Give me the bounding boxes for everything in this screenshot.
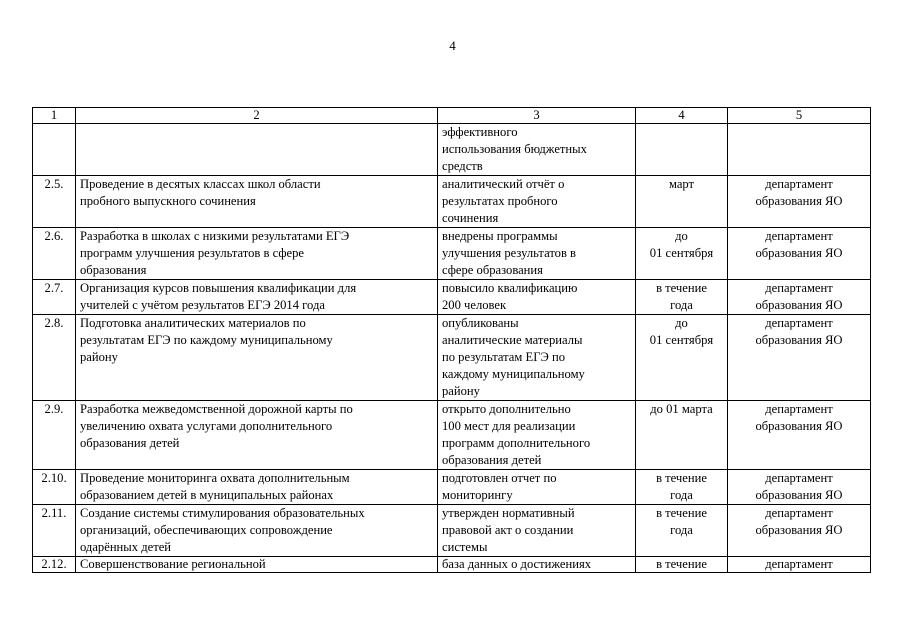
activity-cell-line: учителей с учётом результатов ЕГЭ 2014 года <box>80 298 325 312</box>
executor-cell-line: департамент <box>765 471 833 485</box>
executor-cell <box>728 557 871 573</box>
result-cell-line: улучшения результатов в <box>442 246 577 260</box>
term-cell-line: 01 сентября <box>649 333 714 347</box>
activity-cell-line: Создание системы стимулирования образовательных <box>80 506 365 520</box>
executor-cell-line: департамент <box>765 229 833 243</box>
term-cell-line: до <box>675 229 688 243</box>
result-cell <box>438 505 636 557</box>
row-number: 2.9. <box>33 401 76 470</box>
row-number: 2.6. <box>33 228 76 280</box>
result-cell-line: району <box>442 384 480 398</box>
header-row <box>33 108 871 124</box>
result-cell <box>438 228 636 280</box>
executor-cell-line: департамент <box>765 557 833 571</box>
table-row <box>33 557 871 573</box>
table-row <box>33 280 871 315</box>
result-cell-line: образования детей <box>442 453 542 467</box>
table-row <box>33 176 871 228</box>
table-row <box>33 228 871 280</box>
activity-cell-line: Проведение мониторинга охвата дополнительным <box>80 471 350 485</box>
activity-cell-line: Разработка в школах с низкими результатами ЕГЭ <box>80 229 350 243</box>
result-cell <box>438 557 636 573</box>
term-cell-line: в течение <box>656 506 707 520</box>
page-number: 4 <box>449 38 456 53</box>
executor-cell-line: образования ЯО <box>755 419 843 433</box>
term-cell <box>636 315 728 401</box>
term-cell-line: года <box>670 298 693 312</box>
result-cell-line: 200 человек <box>442 298 507 312</box>
term-cell <box>636 176 728 228</box>
term-cell-line: до 01 марта <box>650 402 713 416</box>
activity-cell-line: Разработка межведомственной дорожной карты по <box>80 402 353 416</box>
term-cell <box>636 401 728 470</box>
activity-cell-line: увеличению охвата услугами дополнительного <box>80 419 333 433</box>
activity-cell-line: одарённых детей <box>80 540 172 554</box>
result-cell-line: программ дополнительного <box>442 436 591 450</box>
result-cell-line: системы <box>442 540 488 554</box>
activity-cell-line: Организация курсов повышения квалификации для <box>80 281 357 295</box>
result-cell <box>438 401 636 470</box>
executor-cell-line: департамент <box>765 281 833 295</box>
row-number: 2.11. <box>33 505 76 557</box>
result-cell <box>438 124 636 176</box>
result-cell-line: средств <box>442 159 483 173</box>
term-cell-line: март <box>668 177 695 191</box>
activity-cell-line: Подготовка аналитических материалов по <box>80 316 306 330</box>
result-cell-line: аналитические материалы <box>442 333 583 347</box>
term-cell-line: года <box>670 488 693 502</box>
table-row <box>33 505 871 557</box>
executor-cell <box>728 176 871 228</box>
activity-cell-line: результатам ЕГЭ по каждому муниципальному <box>80 333 333 347</box>
term-cell <box>636 280 728 315</box>
result-cell-line: эффективного <box>442 125 518 139</box>
executor-cell-line: образования ЯО <box>755 488 843 502</box>
executor-cell <box>728 505 871 557</box>
executor-cell-line: департамент <box>765 316 833 330</box>
result-cell-line: каждому муниципальному <box>442 367 585 381</box>
result-cell-line: утвержден нормативный <box>442 506 575 520</box>
activity-cell-line: образованием детей в муниципальных районах <box>80 488 334 502</box>
executor-cell-line: образования ЯО <box>755 194 843 208</box>
column-header: 2 <box>76 108 438 124</box>
activity-cell <box>76 505 438 557</box>
table-row <box>33 315 871 401</box>
row-number: 2.7. <box>33 280 76 315</box>
activity-cell-line: Совершенствование региональной <box>80 557 266 571</box>
executor-cell <box>728 401 871 470</box>
result-cell-line: база данных о достижениях <box>442 557 592 571</box>
plan-table <box>32 107 871 573</box>
executor-cell-line: образования ЯО <box>755 246 843 260</box>
result-cell-line: мониторингу <box>442 488 513 502</box>
executor-cell-line: образования ЯО <box>755 523 843 537</box>
result-cell-line: правовой акт о создании <box>442 523 574 537</box>
term-cell-line: до <box>675 316 688 330</box>
activity-cell <box>76 228 438 280</box>
column-header: 1 <box>33 108 76 124</box>
activity-cell <box>76 401 438 470</box>
result-cell-line: повысило квалификацию <box>442 281 578 295</box>
result-cell <box>438 176 636 228</box>
row-number <box>33 124 76 176</box>
activity-cell-line: району <box>80 350 118 364</box>
executor-cell <box>728 228 871 280</box>
term-cell <box>636 124 728 176</box>
term-cell-line: 01 сентября <box>649 246 714 260</box>
executor-cell-line: департамент <box>765 506 833 520</box>
term-cell <box>636 470 728 505</box>
activity-cell <box>76 124 438 176</box>
row-number: 2.12. <box>33 557 76 573</box>
executor-cell-line: образования ЯО <box>755 333 843 347</box>
result-cell-line: использования бюджетных <box>442 142 587 156</box>
column-header: 5 <box>728 108 871 124</box>
term-cell-line: в течение <box>656 281 707 295</box>
activity-cell-line: Проведение в десятых классах школ области <box>80 177 321 191</box>
row-number: 2.8. <box>33 315 76 401</box>
executor-cell <box>728 280 871 315</box>
activity-cell-line: образования детей <box>80 436 180 450</box>
result-cell-line: результатах пробного <box>442 194 558 208</box>
executor-cell <box>728 315 871 401</box>
executor-cell-line: департамент <box>765 177 833 191</box>
column-header: 4 <box>636 108 728 124</box>
executor-cell-line: департамент <box>765 402 833 416</box>
executor-cell-line: образования ЯО <box>755 298 843 312</box>
result-cell <box>438 280 636 315</box>
term-cell <box>636 557 728 573</box>
result-cell <box>438 470 636 505</box>
activity-cell <box>76 176 438 228</box>
executor-cell <box>728 124 871 176</box>
result-cell-line: подготовлен отчет по <box>442 471 557 485</box>
activity-cell-line: организаций, обеспечивающих сопровождение <box>80 523 333 537</box>
table-body <box>33 124 871 573</box>
activity-cell-line: пробного выпускного сочинения <box>80 194 256 208</box>
result-cell-line: по результатам ЕГЭ по <box>442 350 565 364</box>
result-cell <box>438 315 636 401</box>
activity-cell <box>76 557 438 573</box>
term-cell-line: в течение <box>656 557 707 571</box>
term-cell <box>636 505 728 557</box>
result-cell-line: сфере образования <box>442 263 543 277</box>
row-number: 2.10. <box>33 470 76 505</box>
activity-cell <box>76 470 438 505</box>
term-cell <box>636 228 728 280</box>
row-number: 2.5. <box>33 176 76 228</box>
activity-cell <box>76 315 438 401</box>
table-row <box>33 470 871 505</box>
activity-cell-line: программ улучшения результатов в сфере <box>80 246 305 260</box>
result-cell-line: аналитический отчёт о <box>442 177 565 191</box>
column-header: 3 <box>438 108 636 124</box>
activity-cell <box>76 280 438 315</box>
activity-cell-line: образования <box>80 263 147 277</box>
executor-cell <box>728 470 871 505</box>
term-cell-line: года <box>670 523 693 537</box>
table-row <box>33 124 871 176</box>
term-cell-line: в течение <box>656 471 707 485</box>
result-cell-line: сочинения <box>442 211 499 225</box>
result-cell-line: опубликованы <box>442 316 519 330</box>
result-cell-line: 100 мест для реализации <box>442 419 576 433</box>
result-cell-line: открыто дополнительно <box>442 402 571 416</box>
result-cell-line: внедрены программы <box>442 229 558 243</box>
table-row <box>33 401 871 470</box>
